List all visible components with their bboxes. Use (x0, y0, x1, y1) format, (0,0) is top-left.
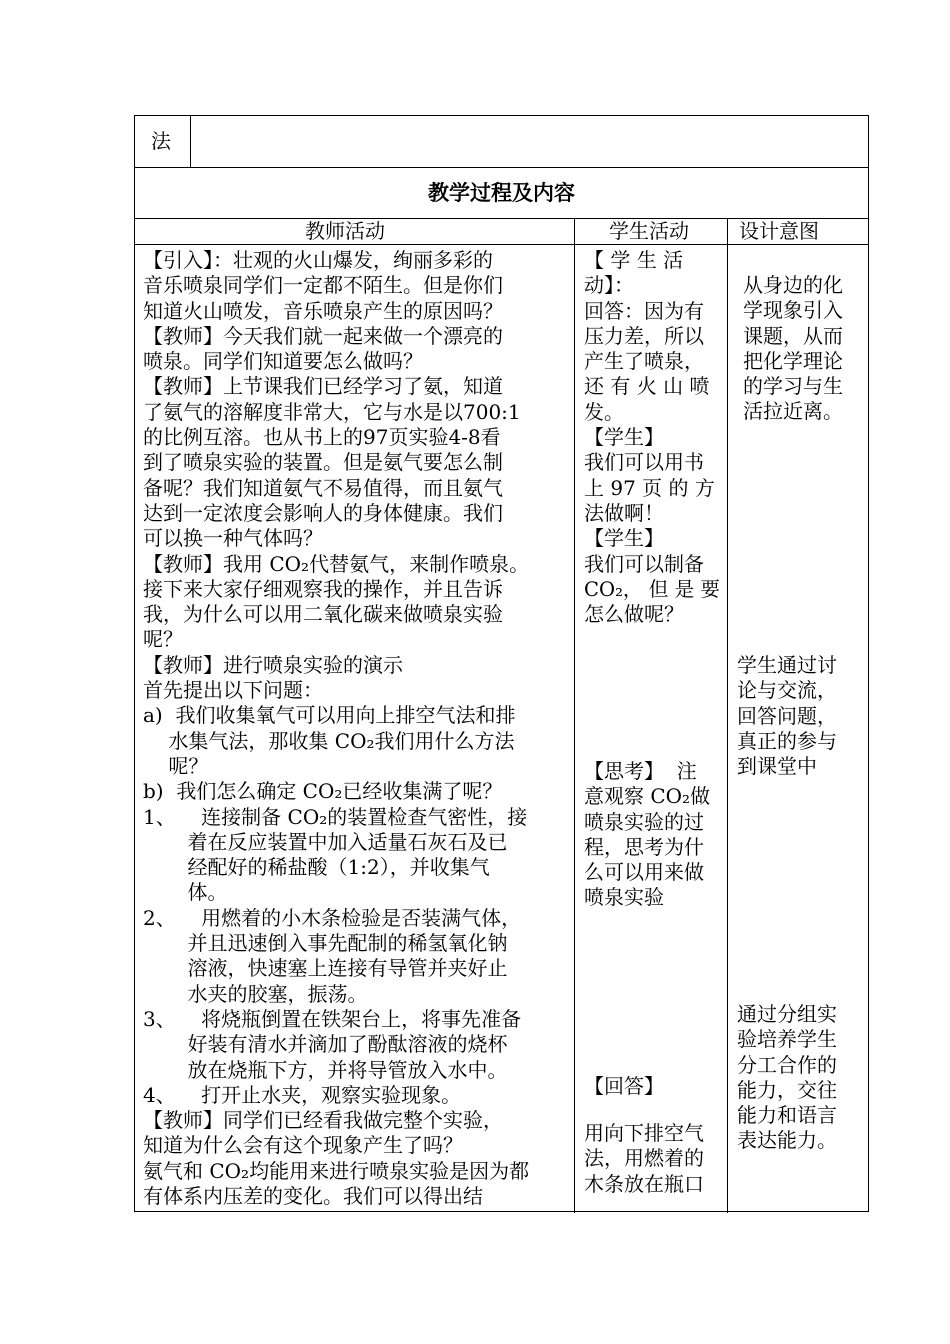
teacher-text-line: 溶液，快速塞上连接有导管并夹好止 (143, 956, 508, 981)
design-text-line: 验培养学生 (737, 1027, 837, 1052)
design-text-line: 论与交流， (737, 678, 837, 703)
teacher-text-line: 我，为什么可以用二氧化碳来做喷泉实验 (143, 602, 503, 627)
design-text-line: 学生通过讨 (737, 653, 837, 677)
design-text-line: 能力，交往 (737, 1077, 837, 1102)
student-text-line: 还 有 火 山 喷 (584, 374, 710, 399)
section-title: 教学过程及内容 (428, 181, 575, 205)
student-text-line: 动】： (584, 273, 634, 298)
student-text-line: 喷泉实验的过 (584, 809, 704, 834)
design-text-line: 的学习与生 (743, 374, 843, 399)
teacher-text-line: 着在反应装置中加入适量石灰石及已 (143, 829, 508, 854)
teacher-text-line: 【教师】上节课我们已经学习了氨，知道 (143, 374, 503, 399)
student-text-line: CO₂， 但 是 要 (584, 576, 721, 601)
teacher-text-line: 【引入】：壮观的火山爆发，绚丽多彩的 (143, 248, 493, 272)
student-text-line: 产生了喷泉， (584, 349, 704, 374)
design-intent-block-2 (737, 653, 863, 779)
teacher-text-line: 2、 用燃着的小木条检验是否装满气体， (143, 905, 522, 930)
method-label: 法 (151, 129, 171, 153)
teacher-text-line: 音乐喷泉同学们一定都不陌生。但是你们 (143, 273, 503, 298)
teacher-text-line: 呢？ (143, 627, 183, 652)
teacher-text-line: 氨气和 CO₂均能用来进行喷泉实验是因为都 (143, 1158, 530, 1183)
design-text-line: 把化学理论 (743, 348, 843, 373)
design-intent-block-3 (737, 1002, 863, 1154)
row-divider-3 (135, 244, 868, 245)
teacher-text-line: 达到一定浓度会影响人的身体健康。我们 (143, 500, 503, 525)
student-text-line: 【学生】 (584, 526, 664, 551)
teacher-text-line: 有体系内压差的变化。我们可以得出结 (143, 1183, 483, 1208)
teacher-text-line: 好装有清水并滴加了酚酞溶液的烧杯 (143, 1032, 508, 1057)
student-text-line: 【 学 生 活 (584, 248, 684, 272)
student-text-line: 喷泉实验 (584, 885, 664, 910)
teacher-text-line: 【教师】我用 CO₂代替氨气，来制作喷泉。 (143, 551, 530, 576)
teacher-text-line: 并且迅速倒入事先配制的稀氢氧化钠 (143, 931, 508, 956)
student-text-line: 么可以用来做 (584, 860, 704, 885)
teacher-text-line: 经配好的稀盐酸（1:2），并收集气 (143, 855, 490, 880)
teacher-text-line: 了氨气的溶解度非常大，它与水是以700:1 (143, 399, 521, 424)
col-divider-2 (727, 218, 728, 1213)
teacher-text-line: 放在烧瓶下方，并将导管放入水中。 (143, 1057, 508, 1082)
row-divider-1 (135, 167, 868, 168)
teacher-text-line: 4、 打开止水夹，观察实验现象。 (143, 1082, 462, 1107)
teacher-text-line: 呢？ (143, 753, 209, 778)
design-text-line: 到课堂中 (737, 754, 817, 779)
design-text-line: 通过分组实 (737, 1002, 837, 1026)
student-text-line: 我们可以制备 (584, 551, 704, 576)
teacher-text-line: a) 我们收集氧气可以用向上排空气法和排 (143, 703, 516, 728)
teacher-text-line: 接下来大家仔细观察我的操作，并且告诉 (143, 576, 503, 601)
teacher-text-line: 可以换一种气体吗？ (143, 526, 323, 551)
teacher-text-line: 水集气法，那收集 CO₂我们用什么方法 (143, 728, 515, 753)
student-text-line: 上 97 页 的 方 (584, 475, 715, 500)
student-text-line: 【思考】 注 (584, 759, 697, 783)
student-text-line: 【学生】 (584, 425, 664, 450)
student-text-line: 法做啊！ (584, 500, 664, 525)
teacher-text-line: 知道为什么会有这个现象产生了吗？ (143, 1133, 463, 1158)
teacher-text-line: 【教师】同学们已经看我做完整个实验， (143, 1108, 503, 1133)
student-text-line: 怎么做呢？ (584, 602, 684, 627)
design-text-line: 分工合作的 (737, 1052, 837, 1077)
student-text-line: 压力差，所以 (584, 323, 704, 348)
lesson-table (134, 115, 869, 1212)
teacher-text-line: 的比例互溶。也从书上的97页实验4-8看 (143, 425, 501, 450)
teacher-text-line: 备呢？我们知道氨气不易值得，而且氨气 (143, 475, 503, 500)
student-text-line: 木条放在瓶口 (584, 1171, 704, 1196)
design-text-line: 课题，从而 (743, 323, 843, 348)
student-column-header: 学生活动 (609, 219, 689, 243)
design-text-line: 真正的参与 (737, 728, 837, 753)
student-activity-block-3 (584, 1074, 720, 1099)
student-text-line: 法，用燃着的 (584, 1146, 704, 1171)
teacher-text-line: 【教师】今天我们就一起来做一个漂亮的 (143, 323, 503, 348)
teacher-text-line: 【教师】进行喷泉实验的演示 (143, 652, 403, 677)
teacher-text-line: 首先提出以下问题： (143, 678, 323, 703)
col-divider-1 (574, 218, 575, 1213)
design-text-line: 能力和语言 (737, 1103, 837, 1128)
design-text-line: 回答问题， (737, 703, 837, 728)
teacher-text-line: 水夹的胶塞，振荡。 (143, 981, 368, 1006)
student-activity-block-2 (584, 759, 720, 911)
design-intent-block-1 (743, 273, 861, 425)
student-text-line: 发。 (584, 399, 624, 424)
teacher-text-line: 喷泉。同学们知道要怎么做吗？ (143, 349, 423, 374)
teacher-text-line: 1、 连接制备 CO₂的装置检查气密性，接 (143, 804, 528, 829)
student-text-line: 程，思考为什 (584, 834, 704, 859)
student-text-line: 我们可以用书 (584, 450, 704, 475)
teacher-activity-text (143, 248, 569, 1209)
teacher-text-line: b) 我们怎么确定 CO₂已经收集满了呢？ (143, 779, 503, 804)
method-divider (190, 116, 191, 167)
design-text-line: 从身边的化 (743, 273, 843, 297)
student-activity-block-1 (584, 248, 720, 627)
design-text-line: 活拉近离。 (743, 399, 843, 424)
student-activity-block-4 (584, 1121, 720, 1197)
teacher-text-line: 体。 (143, 880, 228, 905)
teacher-text-line: 知道火山喷发，音乐喷泉产生的原因吗？ (143, 298, 503, 323)
design-text-line: 学现象引入 (743, 298, 843, 323)
teacher-column-header: 教师活动 (305, 219, 385, 243)
student-text-line: 【回答】 (584, 1074, 664, 1098)
student-text-line: 用向下排空气 (584, 1121, 704, 1145)
student-text-line: 意观察 CO₂做 (584, 784, 711, 809)
student-text-line: 回答：因为有 (584, 298, 704, 323)
teacher-text-line: 3、 将烧瓶倒置在铁架台上，将事先准备 (143, 1006, 522, 1031)
teacher-text-line: 到了喷泉实验的装置。但是氨气要怎么制 (143, 450, 503, 475)
design-column-header: 设计意图 (739, 219, 819, 243)
design-text-line: 表达能力。 (737, 1128, 837, 1153)
